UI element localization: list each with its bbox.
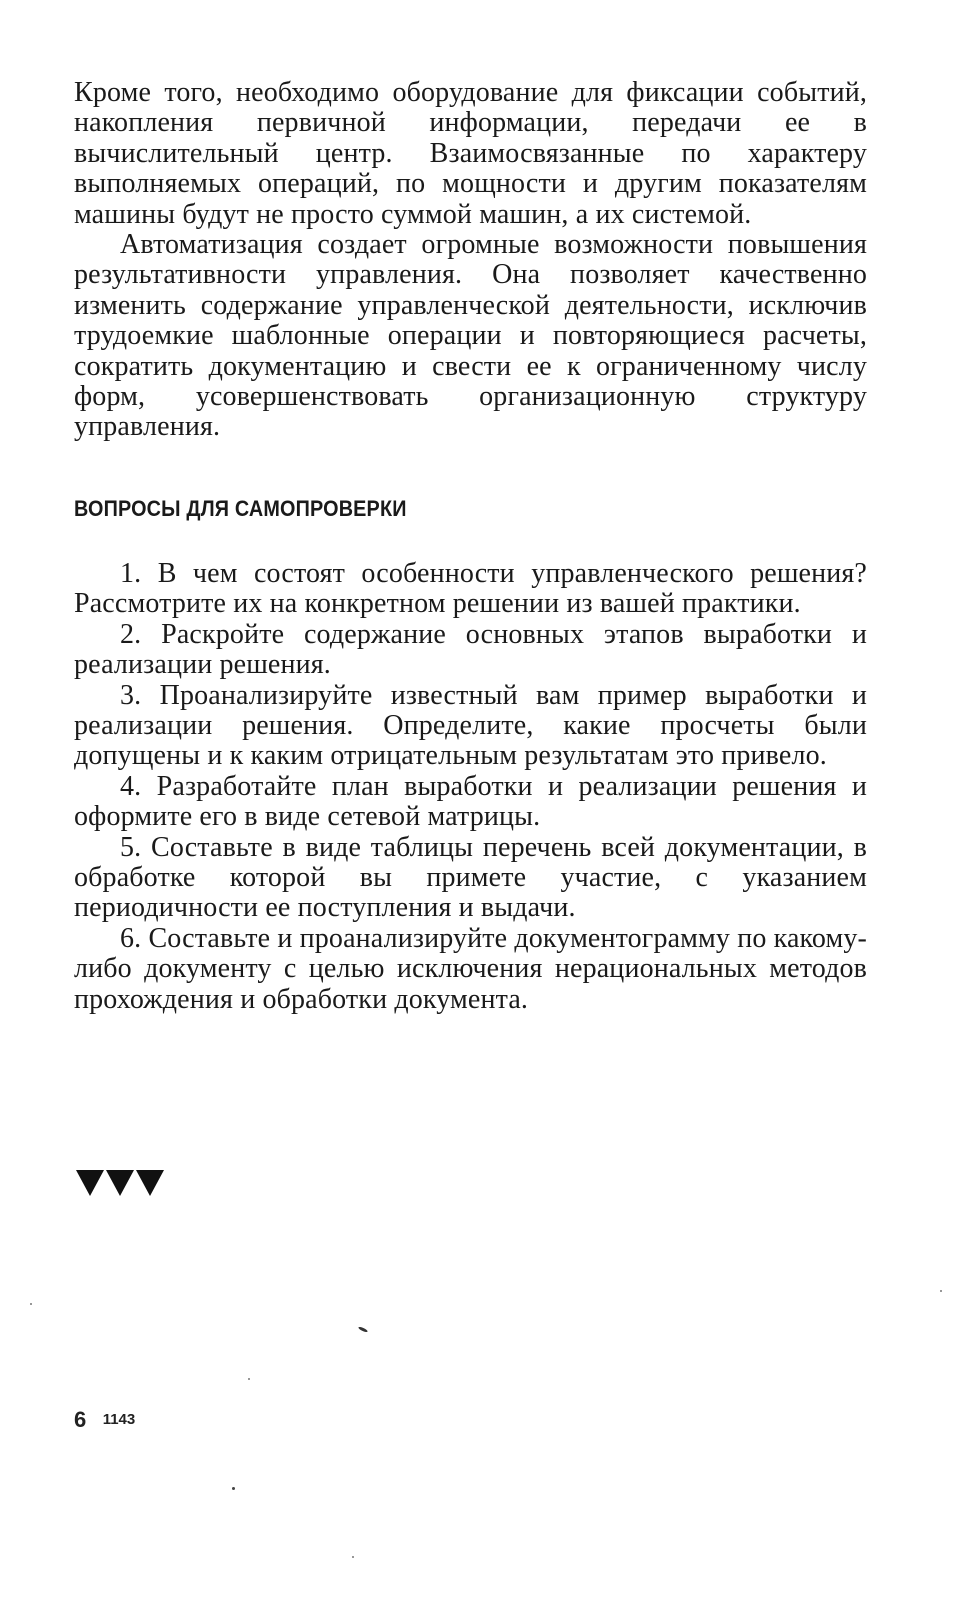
scan-speck — [248, 1378, 250, 1380]
page-body — [74, 78, 867, 1015]
question-item-2: 2. Раскройте содержание основных этапов выработки и реализации решения. — [74, 618, 867, 681]
scan-speck — [940, 1290, 942, 1292]
question-item-6: 6. Составьте и проанализируйте документограмму по какому-либо документу с целью исключения нерациональных методов прохождения и обработки документа. — [74, 922, 867, 1015]
triangle-icon — [76, 1170, 104, 1196]
paragraph-equipment: Кроме того, необходимо оборудование для фиксации событий, накопления первичной информации, передачи ее в вычислительный центр. Взаимосвязанные по характеру выполняемых операций, по мощности и другим показателям машины будут не просто суммой машин, а их системой. — [74, 77, 867, 230]
question-item-3: 3. Проанализируйте известный вам пример выработки и реализации решения. Определите, какие просчеты были допущены и к каким отрицательным результатам это привело. — [74, 679, 867, 772]
question-item-5: 5. Составьте в виде таблицы перечень всей документации, в обработке которой вы примете участие, с указанием периодичности ее поступления и выдачи. — [74, 831, 867, 924]
scan-speck — [30, 1303, 32, 1305]
paragraph-automation: Автоматизация создает огромные возможности повышения результативности управления. Она позволяет качественно изменить содержание управленческой деятельности, исключив трудоемкие шаблонные операции и повторяющиеся расчеты, сократить документацию и свести ее к ограниченному числу форм, усовершенствовать организационную структуру управления. — [74, 229, 867, 443]
signature-number: 6 — [74, 1407, 87, 1432]
scan-speck — [232, 1487, 235, 1490]
triangle-icon — [136, 1170, 164, 1196]
end-of-chapter-mark — [76, 1170, 164, 1196]
scan-speck — [358, 1326, 368, 1333]
scan-speck — [352, 1556, 354, 1558]
print-footer — [74, 1407, 135, 1433]
question-item-4: 4. Разработайте план выработки и реализации решения и оформите его в виде сетевой матрицы. — [74, 770, 867, 833]
question-item-1: 1. В чем состоят особенности управленческого решения? Рассмотрите их на конкретном решении из вашей практики. — [74, 557, 867, 620]
section-heading: ВОПРОСЫ ДЛЯ САМОПРОВЕРКИ — [74, 495, 407, 521]
order-number: 1143 — [102, 1411, 136, 1428]
questions-list — [74, 559, 867, 1015]
triangle-icon — [106, 1170, 134, 1196]
